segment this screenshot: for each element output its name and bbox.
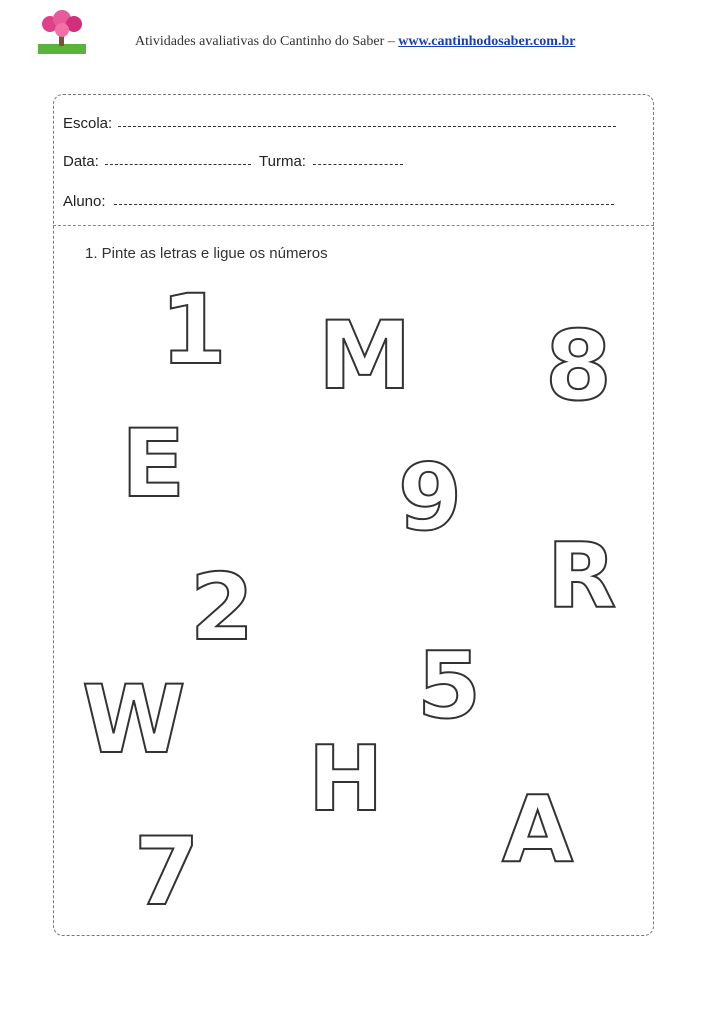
turma-label: Turma:	[259, 153, 306, 170]
glyph-letter-r[interactable]: R	[547, 524, 617, 629]
glyph-number-2[interactable]: 2	[190, 554, 255, 661]
glyph-number-1[interactable]: 1	[160, 274, 227, 386]
glyph-number-7[interactable]: 7	[134, 818, 200, 927]
glyph-letter-a[interactable]: A	[502, 776, 574, 883]
aluno-field[interactable]	[114, 204, 614, 205]
aluno-label: Aluno:	[63, 193, 106, 210]
tree-logo-icon	[38, 10, 86, 54]
escola-field[interactable]	[118, 126, 616, 127]
data-label: Data:	[63, 153, 99, 170]
glyph-number-8[interactable]: 8	[545, 310, 612, 422]
glyph-letter-m[interactable]: M	[318, 302, 412, 411]
glyph-letter-w[interactable]: W	[82, 666, 186, 775]
site-link[interactable]: www.cantinhodosaber.com.br	[398, 34, 576, 49]
section-divider	[53, 225, 654, 226]
glyph-letter-h[interactable]: H	[308, 727, 384, 832]
header-text	[135, 34, 575, 50]
page-header	[0, 0, 709, 60]
turma-field[interactable]	[313, 164, 403, 165]
glyph-letter-e[interactable]: E	[121, 410, 186, 519]
glyph-number-5[interactable]: 5	[417, 632, 482, 739]
escola-label: Escola:	[63, 115, 113, 132]
site-title: Atividades avaliativas do Cantinho do Saber –	[135, 34, 399, 49]
instruction-text: 1. Pinte as letras e ligue os números	[85, 245, 328, 262]
data-field[interactable]	[105, 164, 251, 165]
glyph-number-9[interactable]: 9	[398, 444, 463, 551]
